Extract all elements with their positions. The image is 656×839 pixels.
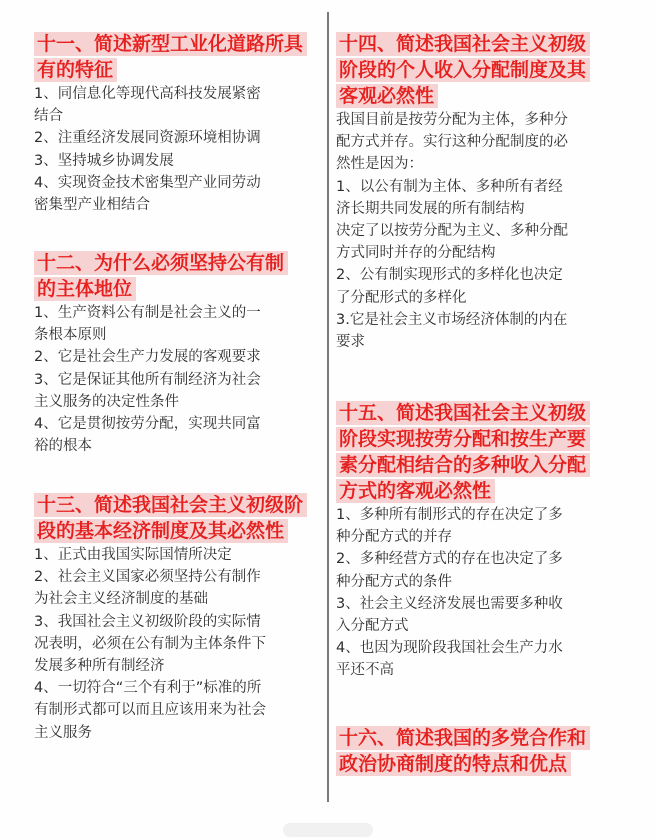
section-13-title (34, 492, 326, 544)
list-item: 主义服务 (34, 724, 92, 741)
list-item: 结合 (34, 108, 63, 125)
list-item: 种分配方式的并存 (336, 529, 452, 546)
list-item: 种分配方式的条件 (336, 573, 452, 590)
list-item: 要求 (336, 334, 365, 351)
section-15-title-line-2: 阶段实现按劳分配和按生产要 (336, 427, 590, 451)
section-12 (34, 250, 326, 457)
list-item: 3、社会主义经济发展也需要多种收 (336, 595, 563, 612)
section-13-title-line-2: 段的基本经济制度及其必然性 (34, 519, 288, 543)
section-11-title-line-2: 有的特征 (34, 58, 117, 82)
section-14-title-line-3: 客观必然性 (336, 84, 438, 108)
list-item: 入分配方式 (336, 618, 409, 635)
section-11-title (34, 31, 326, 83)
list-item: 3、我国社会主义初级阶段的实际情 (34, 613, 261, 630)
section-15 (336, 400, 628, 682)
section-14-title (336, 31, 628, 109)
section-16-title-line-2: 政治协商制度的特点和优点 (336, 752, 571, 776)
list-item: 发展多种所有制经济 (34, 658, 165, 675)
section-14-title-line-2: 阶段的个人收入分配制度及其 (336, 58, 590, 82)
list-item: 2、它是社会生产力发展的客观要求 (34, 349, 261, 366)
list-item: 了分配形式的多样化 (336, 289, 467, 306)
section-15-title-line-1: 十五、简述我国社会主义初级 (336, 401, 590, 425)
list-item: 2、公有制实现形式的多样化也决定 (336, 267, 563, 284)
list-item: 3.它是社会主义市场经济体制的内在 (336, 311, 568, 328)
section-15-title-line-3: 素分配相结合的多种收入分配 (336, 453, 590, 477)
section-14-list (336, 109, 628, 353)
list-item: 我国目前是按劳分配为主体，多种分 (336, 112, 568, 128)
section-16-title-line-1: 十六、简述我国的多党合作和 (336, 726, 590, 750)
list-item: 裕的根本 (34, 438, 92, 455)
list-item: 4、一切符合“三个有利于”标准的所 (34, 680, 262, 697)
list-item: 1、生产资料公有制是社会主义的一 (34, 305, 261, 321)
list-item: 3、坚持城乡协调发展 (34, 152, 174, 169)
list-item: 4、也因为现阶段我国社会生产力水 (336, 640, 563, 657)
section-12-title-line-2: 的主体地位 (34, 277, 136, 301)
list-item: 3、它是保证其他所有制经济为社会 (34, 371, 261, 388)
list-item: 配方式并存。实行这种分配制度的必 (336, 134, 568, 151)
list-item: 条根本原则 (34, 327, 107, 344)
list-item: 济长期共同发展的所有制结构 (336, 200, 525, 217)
section-11 (34, 31, 326, 216)
section-15-title (336, 400, 628, 504)
list-item: 4、实现资金技术密集型产业同劳动 (34, 174, 261, 191)
list-item: 然性是因为： (336, 156, 423, 173)
section-11-title-line-1: 十一、简述新型工业化道路所具 (34, 32, 307, 56)
list-item: 密集型产业相结合 (34, 197, 150, 214)
section-14 (336, 31, 628, 353)
column-divider (327, 12, 329, 802)
list-item: 决定了以按劳分配为主义、多种分配 (336, 223, 568, 240)
list-item: 为社会主义经济制度的基础 (34, 591, 208, 608)
list-item: 1、同信息化等现代高科技发展紧密 (34, 86, 261, 102)
list-item: 2、社会主义国家必须坚持公有制作 (34, 569, 261, 586)
list-item: 况表明，必须在公有制为主体条件下 (34, 635, 266, 652)
section-15-title-line-4: 方式的客观必然性 (336, 479, 495, 503)
list-item: 方式同时并存的分配结构 (336, 245, 496, 262)
list-item: 平还不高 (336, 662, 394, 679)
section-12-title-line-1: 十二、为什么必须坚持公有制 (34, 251, 288, 275)
list-item: 2、多种经营方式的存在也决定了多 (336, 551, 563, 568)
section-13 (34, 492, 326, 744)
list-item: 2、注重经济发展同资源环境相协调 (34, 130, 261, 147)
list-item: 1、正式由我国实际国情所决定 (34, 547, 232, 563)
section-16-title (336, 725, 628, 777)
section-14-title-line-1: 十四、简述我国社会主义初级 (336, 32, 590, 56)
section-16 (336, 725, 628, 777)
section-13-list (34, 544, 326, 744)
list-item: 1、以公有制为主体、多种所有者经 (336, 178, 563, 195)
section-12-title (34, 250, 326, 302)
section-15-list (336, 504, 628, 682)
section-12-list (34, 302, 326, 457)
section-11-list (34, 83, 326, 216)
list-item: 主义服务的决定性条件 (34, 393, 179, 410)
list-item: 1、多种所有制形式的存在决定了多 (336, 507, 563, 523)
watermark-mark (283, 823, 373, 837)
section-13-title-line-1: 十三、简述我国社会主义初级阶 (34, 493, 307, 517)
list-item: 有制形式都可以而且应该用来为社会 (34, 702, 266, 719)
list-item: 4、它是贯彻按劳分配，实现共同富 (34, 416, 261, 433)
